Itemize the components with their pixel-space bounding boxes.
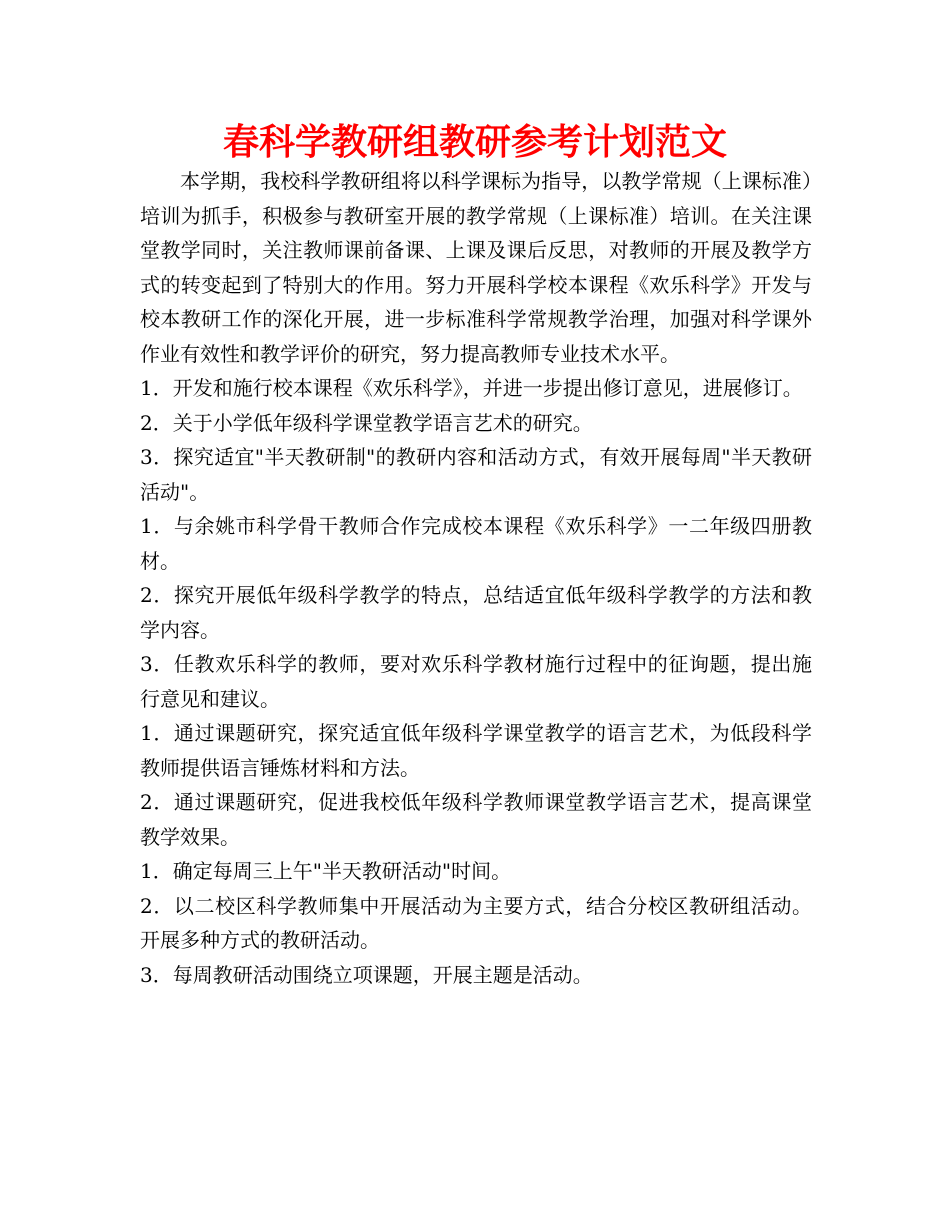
list-item: 3．每周教研活动围绕立项课题，开展主题是活动。 <box>140 962 593 987</box>
list-item: 3．任教欢乐科学的教师，要对欢乐科学教材施行过程中的征询题，提出施行意见和建议。 <box>140 652 812 711</box>
list-item: 2．关于小学低年级科学课堂教学语言艺术的研究。 <box>140 410 593 435</box>
list-item: 1．与余姚市科学骨干教师合作完成校本课程《欢乐科学》一二年级四册教材。 <box>140 514 812 573</box>
list-item: 3．探究适宜"半天教研制"的教研内容和活动方式，有效开展每周"半天教研活动"。 <box>140 445 812 504</box>
list-item: 2．通过课题研究，促进我校低年级科学教师课堂教学语言艺术，提高课堂教学效果。 <box>140 790 812 849</box>
list-item: 1．开发和施行校本课程《欢乐科学》，并进一步提出修订意见，进展修订。 <box>140 376 803 400</box>
list-item: 2．探究开展低年级科学教学的特点，总结适宜低年级科学教学的方法和教学内容。 <box>140 583 812 642</box>
list-item: 1．确定每周三上午"半天教研活动"时间。 <box>140 859 512 883</box>
document-body <box>140 164 812 992</box>
intro-paragraph: 本学期，我校科学教研组将以科学课标为指导，以教学常规（上课标准）培训为抓手，积极参与教研室开展的教学常规（上课标准）培训。在关注课堂教学同时，关注教师课前备课、上课及课后反思，对教师的开展及教学方式的转变起到了特别大的作用。努力开展科学校本课程《欢乐科学》开发与校本教研工作的深化开展，进一步标准科学常规教学治理，加强对科学课外作业有效性和教学评价的研究，努力提高教师专业技术水平。 <box>140 169 812 366</box>
document-title: 春科学教研组教研参考计划范文 <box>222 122 727 163</box>
list-item: 2．以二校区科学教师集中开展活动为主要方式，结合分校区教研组活动。开展多种方式的教研活动。 <box>140 893 812 952</box>
list-item: 1．通过课题研究，探究适宜低年级科学课堂教学的语言艺术，为低段科学教师提供语言锤炼材料和方法。 <box>140 721 812 780</box>
